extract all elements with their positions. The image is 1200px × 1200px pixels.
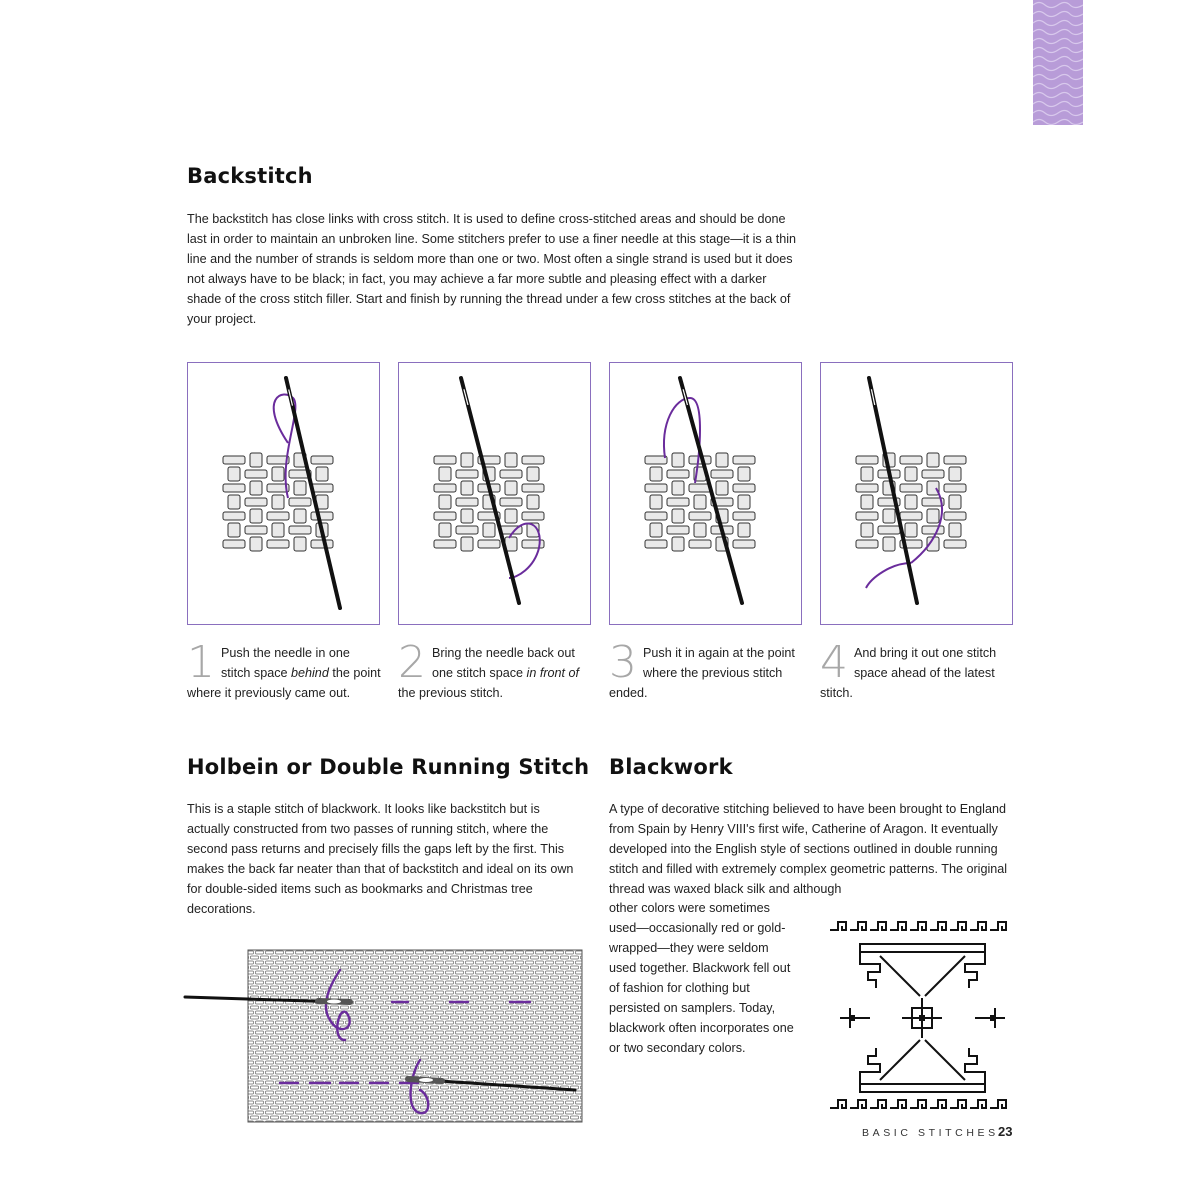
step-number: 3 xyxy=(609,637,637,688)
step-3-caption xyxy=(609,637,804,703)
step-text-before: And bring it out one stitch space ahead of the latest stitch. xyxy=(820,646,997,700)
backstitch-heading: Backstitch xyxy=(187,164,313,188)
step-text-after: the previous stitch. xyxy=(398,686,503,700)
step-2-caption xyxy=(398,637,593,703)
step-4-illustration xyxy=(820,362,1013,625)
tab-weave-pattern xyxy=(1033,0,1083,125)
step-number: 2 xyxy=(398,637,426,688)
step-1-illustration xyxy=(187,362,380,625)
page-number: 23 xyxy=(998,1124,1013,1139)
step-text-after: the point where it previously came out. xyxy=(187,666,381,700)
blackwork-pattern-illustration xyxy=(825,912,1020,1122)
step-2-illustration xyxy=(398,362,591,625)
running-footer: BASIC STITCHES xyxy=(862,1127,999,1139)
step-number: 1 xyxy=(187,637,215,688)
step-3-illustration xyxy=(609,362,802,625)
step-text-emphasis: in front of xyxy=(526,666,580,680)
blackwork-heading: Blackwork xyxy=(609,755,733,779)
woven-block xyxy=(434,453,544,551)
holbein-body: This is a staple stitch of blackwork. It looks like backstitch but is actually constructed from two passes of running stitch, where the second pass returns and precisely fills the gaps left by the first. This makes the back far neater than that of backstitch and ideal on its own for double-sided items such as bookmarks and Christmas tree decorations. xyxy=(187,802,574,916)
step-1-caption xyxy=(187,637,382,703)
holbein-illustration xyxy=(180,945,590,1130)
step-text-emphasis: behind xyxy=(291,666,329,680)
woven-block xyxy=(856,453,966,551)
step-number: 4 xyxy=(820,637,848,688)
holbein-heading: Holbein or Double Running Stitch xyxy=(187,755,590,779)
step-4-caption xyxy=(820,637,1015,703)
blackwork-body-bottom: other colors were sometimes used—occasionally red or gold-wrapped—they were seldom used together. Blackwork fell out of fashion for clothing but persisted on samplers. Today, blackwork often incorporates one or two secondary colors. xyxy=(609,901,794,1055)
woven-block xyxy=(645,453,755,551)
blackwork-body-top: A type of decorative stitching believed to have been brought to England from Spain by Henry VIII's first wife, Catherine of Aragon. It eventually developed into the English style of sections outlined in double running stitch and filled with extremely complex geometric patterns. The original thread was waxed black silk and although xyxy=(609,802,1008,896)
chapter-tab xyxy=(1033,0,1083,125)
backstitch-body: The backstitch has close links with cross stitch. It is used to define cross-stitched areas and should be done last in order to maintain an unbroken line. Some stitchers prefer to use a finer needle at this stage—it is a thin line and the number of strands is seldom more than one or two. Most often a single strand is used but it does not always have to be black; in fact, you may achieve a far more subtle and pleasing effect with a darker shade of the cross stitch filler. Start and finish by running the thread under a few cross stitches at the back of your project. xyxy=(187,212,797,326)
step-text-before: Bring the needle back out one stitch space xyxy=(432,646,575,680)
step-text-before: Push it in again at the point where the previous stitch ended. xyxy=(609,646,795,700)
step-text-before: Push the needle in one stitch space xyxy=(221,646,350,680)
